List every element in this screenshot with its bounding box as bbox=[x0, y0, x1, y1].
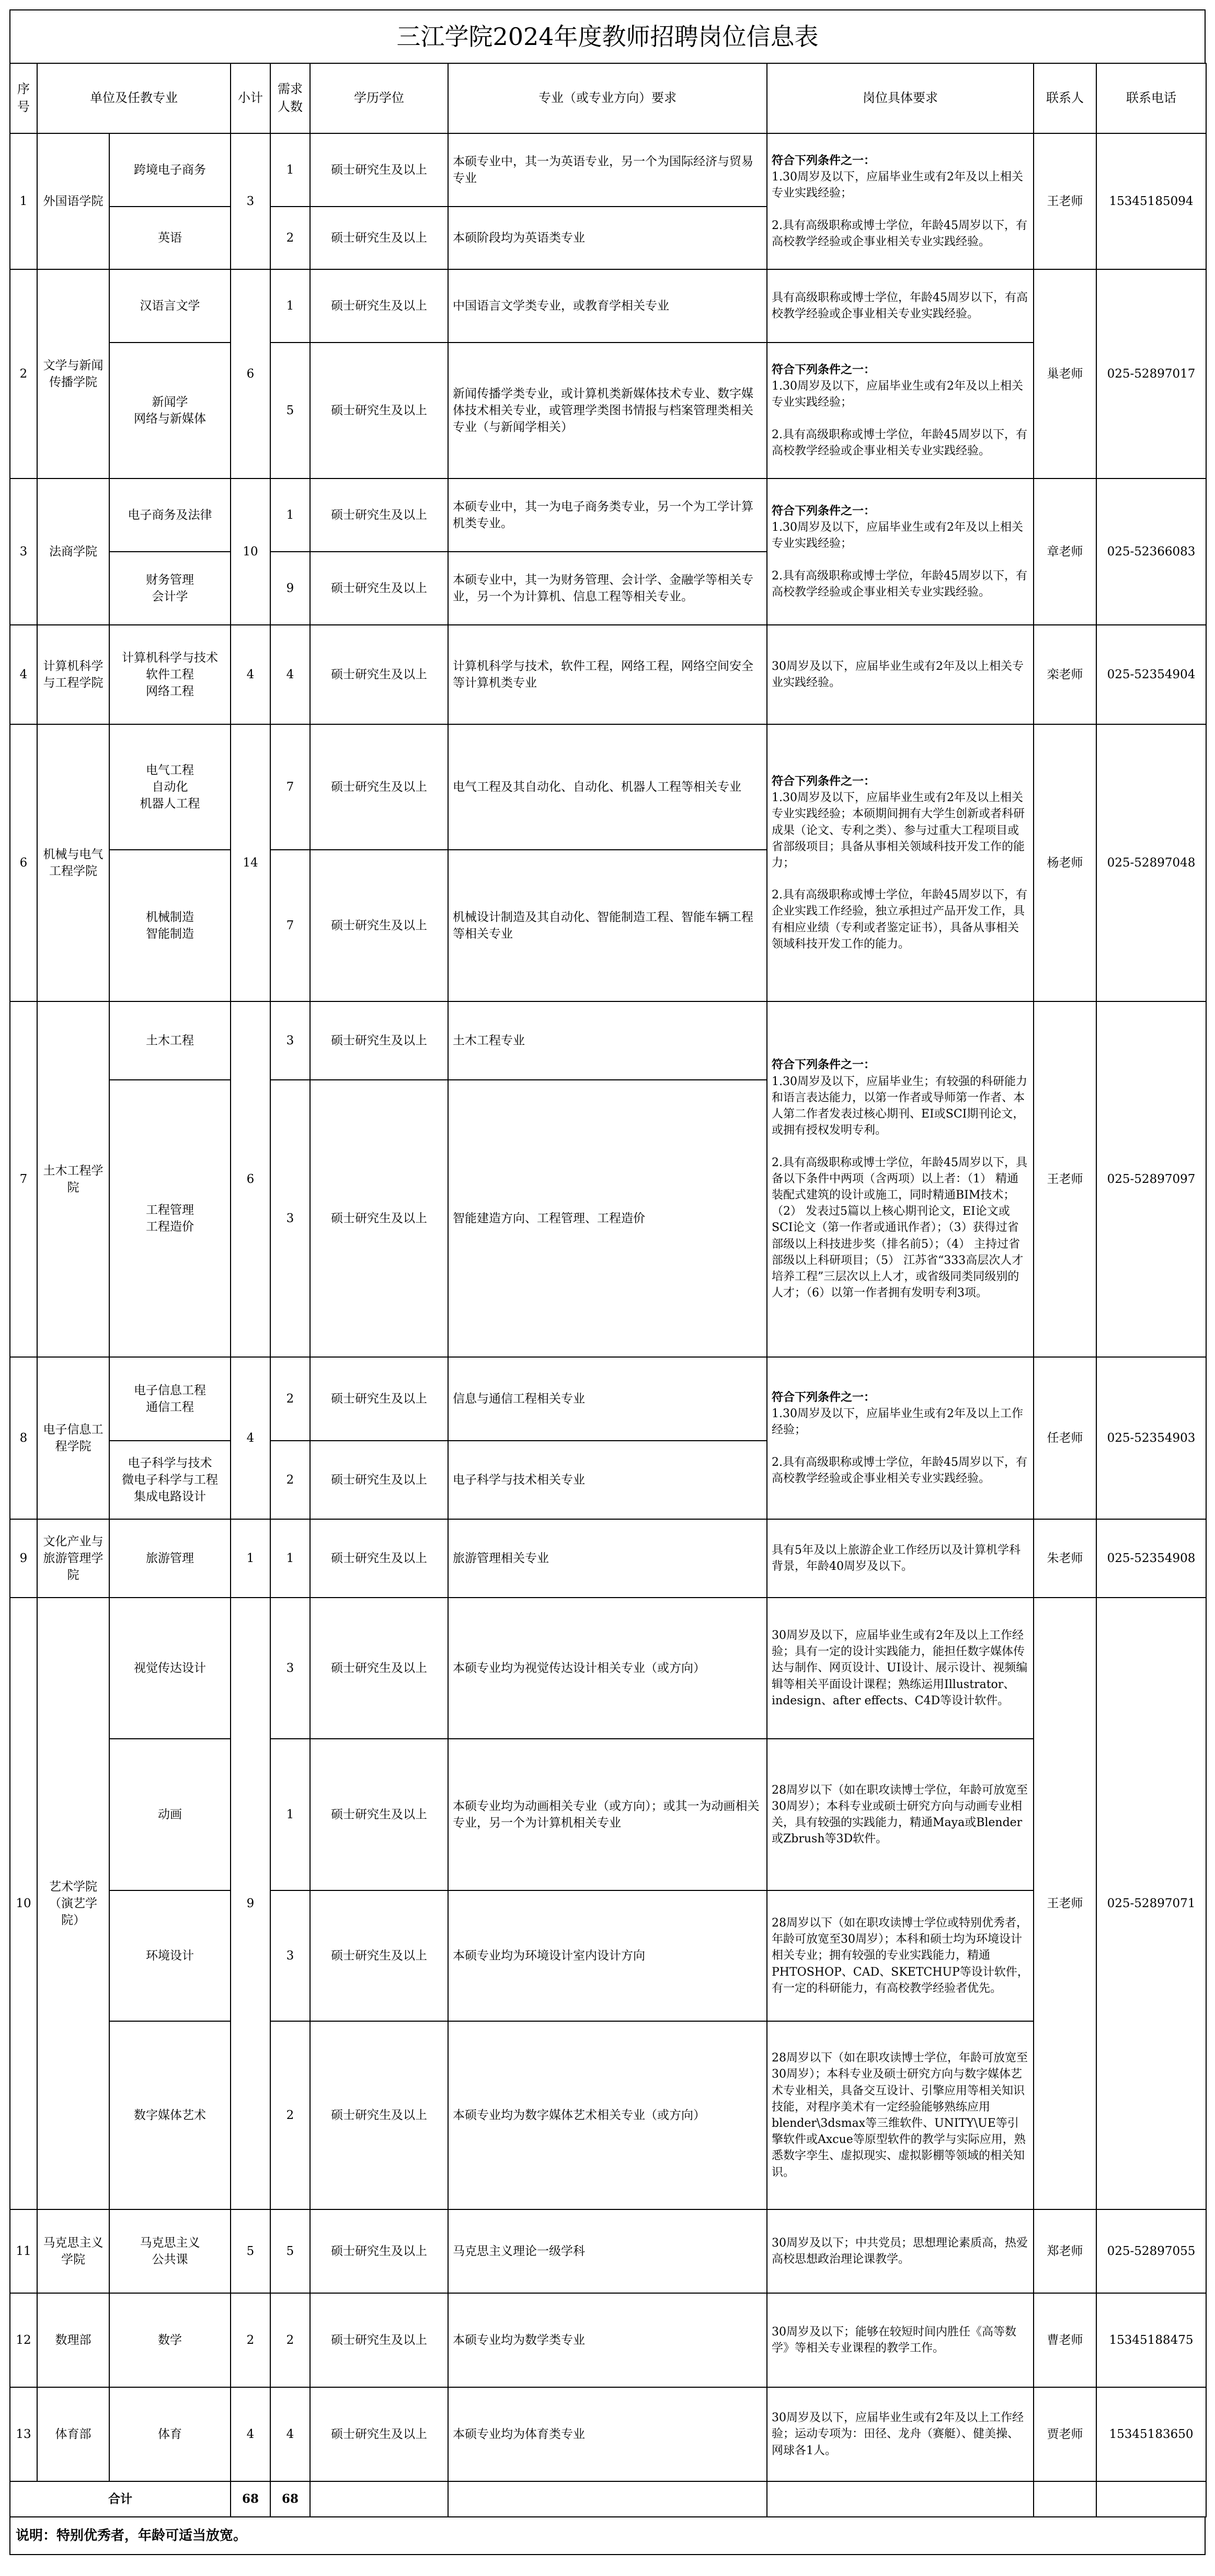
cell-seq: 2 bbox=[10, 269, 37, 478]
table-row bbox=[10, 1519, 1206, 1598]
cell-specialty: 工程管理 工程造价 bbox=[109, 1080, 231, 1357]
cell-specialty: 数学 bbox=[109, 2293, 231, 2387]
cell-major: 电子科学与技术相关专业 bbox=[448, 1441, 767, 1519]
cell-specialty: 财务管理 会计学 bbox=[109, 552, 231, 625]
empty-cell bbox=[310, 2481, 448, 2517]
cell-degree: 硕士研究生及以上 bbox=[310, 343, 448, 478]
cell-major: 新闻传播学类专业，或计算机类新媒体技术专业、数字媒体技术相关专业，或管理学类图书情报与档案管理类相关专业（与新闻学相关） bbox=[448, 343, 767, 478]
cell-major: 机械设计制造及其自动化、智能制造工程、智能车辆工程等相关专业 bbox=[448, 850, 767, 1001]
cell-degree: 硕士研究生及以上 bbox=[310, 207, 448, 269]
cell-demand: 2 bbox=[270, 207, 310, 269]
cell-demand: 3 bbox=[270, 1080, 310, 1357]
cell-specialty: 计算机科学与技术 软件工程 网络工程 bbox=[109, 625, 231, 724]
cell-degree: 硕士研究生及以上 bbox=[310, 269, 448, 343]
cell-post-requirements bbox=[767, 1357, 1034, 1519]
cell-major: 本硕专业均为数字媒体艺术相关专业（或方向） bbox=[448, 2021, 767, 2209]
cell-seq: 13 bbox=[10, 2387, 37, 2481]
cell-contact: 巢老师 bbox=[1034, 269, 1096, 478]
cell-major: 本硕专业均为视觉传达设计相关专业（或方向） bbox=[448, 1598, 767, 1739]
cell-phone: 025-52897017 bbox=[1096, 269, 1206, 478]
table-row bbox=[10, 1001, 1206, 1080]
cell-major: 本硕阶段均为英语类专业 bbox=[448, 207, 767, 269]
table-row bbox=[10, 133, 1206, 207]
cell-subtotal: 4 bbox=[231, 1357, 270, 1519]
table-row bbox=[10, 625, 1206, 724]
cell-post-requirements: 30周岁及以下，应届毕业生或有2年及以上相关专业实践经验。 bbox=[767, 625, 1034, 724]
cell-specialty: 视觉传达设计 bbox=[109, 1598, 231, 1739]
cell-post-requirements: 28周岁以下（如在职攻读博士学位或特别优秀者，年龄可放宽至30周岁）；本科和硕士均为环境设计相关专业；拥有较强的专业实践能力，精通PHTOSHOP、CAD、SKETCHUP等设计软件，有一定的科研能力，有高校教学经验者优先。 bbox=[767, 1890, 1034, 2021]
req-item: 2.具有高级职称或博士学位，年龄45周岁以下，有高校教学经验或企事业相关专业实践经验。 bbox=[772, 428, 1027, 458]
cell-demand: 2 bbox=[270, 2021, 310, 2209]
cell-major: 土木工程专业 bbox=[448, 1001, 767, 1080]
req-item: 2.具有高级职称或博士学位，年龄45周岁以下，有高校教学经验或企事业相关专业实践经验。 bbox=[772, 1455, 1027, 1485]
cell-major: 信息与通信工程相关专业 bbox=[448, 1357, 767, 1441]
header-demand: 需求人数 bbox=[270, 63, 310, 133]
header-major: 专业（或专业方向）要求 bbox=[448, 63, 767, 133]
cell-demand: 2 bbox=[270, 1441, 310, 1519]
cell-contact: 栾老师 bbox=[1034, 625, 1096, 724]
cell-contact: 王老师 bbox=[1034, 133, 1096, 269]
recruitment-table bbox=[9, 63, 1207, 2517]
total-row bbox=[10, 2481, 1206, 2517]
cell-major: 本硕专业均为数学类专业 bbox=[448, 2293, 767, 2387]
cell-specialty: 动画 bbox=[109, 1739, 231, 1890]
cell-degree: 硕士研究生及以上 bbox=[310, 552, 448, 625]
req-item: 2.具有高级职称或博士学位，年龄45周岁以下，有高校教学经验或企事业相关专业实践经验。 bbox=[772, 219, 1027, 248]
table-row bbox=[10, 2021, 1206, 2209]
cell-demand: 9 bbox=[270, 552, 310, 625]
cell-specialty: 机械制造 智能制造 bbox=[109, 850, 231, 1001]
empty-cell bbox=[767, 2481, 1034, 2517]
cell-subtotal: 10 bbox=[231, 478, 270, 625]
cell-degree: 硕士研究生及以上 bbox=[310, 2293, 448, 2387]
cell-specialty: 体育 bbox=[109, 2387, 231, 2481]
cell-seq: 6 bbox=[10, 724, 37, 1001]
cell-contact: 曹老师 bbox=[1034, 2293, 1096, 2387]
header-degree: 学历学位 bbox=[310, 63, 448, 133]
cell-unit: 马克思主义学院 bbox=[37, 2209, 109, 2293]
req-item: 1.30周岁及以下，应届毕业生或有2年及以上相关专业实践经验； bbox=[772, 170, 1023, 200]
cell-contact: 王老师 bbox=[1034, 1598, 1096, 2209]
cell-phone: 15345185094 bbox=[1096, 133, 1206, 269]
req-title: 符合下列条件之一： bbox=[772, 774, 876, 788]
table-row bbox=[10, 343, 1206, 478]
table-row bbox=[10, 2293, 1206, 2387]
cell-degree: 硕士研究生及以上 bbox=[310, 1441, 448, 1519]
req-item: 1.30周岁及以下，应届毕业生或有2年及以上相关专业实践经验；本硕期间拥有大学生创新或者科研成果（论文、专利之类）、参与过重大工程项目或省部级项目；具备从事相关领域科技开发工作的能力； bbox=[772, 791, 1025, 870]
cell-specialty: 旅游管理 bbox=[109, 1519, 231, 1598]
cell-contact: 朱老师 bbox=[1034, 1519, 1096, 1598]
cell-contact: 任老师 bbox=[1034, 1357, 1096, 1519]
cell-unit: 电子信息工程学院 bbox=[37, 1357, 109, 1519]
cell-demand: 4 bbox=[270, 2387, 310, 2481]
cell-unit: 外国语学院 bbox=[37, 133, 109, 269]
header-subtotal: 小计 bbox=[231, 63, 270, 133]
cell-unit: 数理部 bbox=[37, 2293, 109, 2387]
cell-subtotal: 1 bbox=[231, 1519, 270, 1598]
req-item: 1.30周岁及以下，应届毕业生或有2年及以上相关专业实践经验； bbox=[772, 380, 1023, 409]
req-item: 2.具有高级职称或博士学位，年龄45周岁以下，具备以下条件中两项（含两项）以上者：（1） 精通装配式建筑的设计或施工，同时精通BIM技术；（2） 发表过5篇以上核心期刊论文，EI论文或SCI论文（第一作者或通讯作者）；（3）获得过省部级以上科技进步奖（排名前5）；（4） 主持过省部级以上科研项目；（5） 江苏省“333高层次人才培养工程”三层次以上人才，或省级同类同级别的人才；（6）以第一作者拥有发明专利3项。 bbox=[772, 1156, 1027, 1300]
cell-demand: 1 bbox=[270, 1519, 310, 1598]
cell-demand: 3 bbox=[270, 1890, 310, 2021]
cell-degree: 硕士研究生及以上 bbox=[310, 478, 448, 552]
cell-specialty: 电子信息工程 通信工程 bbox=[109, 1357, 231, 1441]
cell-post-requirements: 具有高级职称或博士学位，年龄45周岁以下，有高校教学经验或企事业相关专业实践经验。 bbox=[767, 269, 1034, 343]
cell-seq: 1 bbox=[10, 133, 37, 269]
cell-seq: 4 bbox=[10, 625, 37, 724]
cell-seq: 3 bbox=[10, 478, 37, 625]
req-title: 符合下列条件之一： bbox=[772, 1058, 876, 1072]
cell-major: 计算机科学与技术，软件工程，网络工程，网络空间安全等计算机类专业 bbox=[448, 625, 767, 724]
cell-subtotal: 9 bbox=[231, 1598, 270, 2209]
cell-specialty: 跨境电子商务 bbox=[109, 133, 231, 207]
cell-major: 本硕专业中，其一为财务管理、会计学、金融学等相关专业，另一个为计算机、信息工程等相关专业。 bbox=[448, 552, 767, 625]
cell-degree: 硕士研究生及以上 bbox=[310, 1890, 448, 2021]
header-row bbox=[10, 63, 1206, 133]
page-title: 三江学院2024年度教师招聘岗位信息表 bbox=[9, 9, 1206, 63]
cell-degree: 硕士研究生及以上 bbox=[310, 1357, 448, 1441]
cell-demand: 1 bbox=[270, 1739, 310, 1890]
cell-unit: 艺术学院（演艺学院） bbox=[37, 1598, 109, 2209]
cell-subtotal: 4 bbox=[231, 2387, 270, 2481]
table-row bbox=[10, 478, 1206, 552]
total-subtotal: 68 bbox=[231, 2481, 270, 2517]
req-item: 1.30周岁及以下，应届毕业生；有较强的科研能力和语言表达能力，以第一作者或导师第一作者、本人第二作者发表过核心期刊、EI或SCI期刊论文，或拥有授权发明专利。 bbox=[772, 1075, 1027, 1137]
cell-post-requirements: 28周岁以下（如在职攻读博士学位，年龄可放宽至30周岁）；本科专业或硕士研究方向与动画专业相关，具有较强的实践能力，精通Maya或Blender或Zbrush等3D软件。 bbox=[767, 1739, 1034, 1890]
cell-major: 智能建造方向、工程管理、工程造价 bbox=[448, 1080, 767, 1357]
cell-subtotal: 2 bbox=[231, 2293, 270, 2387]
cell-specialty: 电气工程 自动化 机器人工程 bbox=[109, 724, 231, 850]
header-seq: 序号 bbox=[10, 63, 37, 133]
empty-cell bbox=[1096, 2481, 1206, 2517]
footnote: 说明：特别优秀者，年龄可适当放宽。 bbox=[9, 2517, 1206, 2555]
header-post: 岗位具体要求 bbox=[767, 63, 1034, 133]
cell-degree: 硕士研究生及以上 bbox=[310, 2209, 448, 2293]
table-row bbox=[10, 1357, 1206, 1441]
cell-specialty: 土木工程 bbox=[109, 1001, 231, 1080]
cell-specialty: 汉语言文学 bbox=[109, 269, 231, 343]
cell-major: 马克思主义理论一级学科 bbox=[448, 2209, 767, 2293]
cell-demand: 2 bbox=[270, 1357, 310, 1441]
cell-major: 本硕专业均为环境设计室内设计方向 bbox=[448, 1890, 767, 2021]
cell-post-requirements: 30周岁及以下；中共党员；思想理论素质高，热爱高校思想政治理论课教学。 bbox=[767, 2209, 1034, 2293]
cell-demand: 3 bbox=[270, 1001, 310, 1080]
cell-phone: 025-52897055 bbox=[1096, 2209, 1206, 2293]
cell-phone: 025-52354903 bbox=[1096, 1357, 1206, 1519]
cell-degree: 硕士研究生及以上 bbox=[310, 1080, 448, 1357]
table-row bbox=[10, 724, 1206, 850]
cell-contact: 杨老师 bbox=[1034, 724, 1096, 1001]
cell-major: 旅游管理相关专业 bbox=[448, 1519, 767, 1598]
table-row bbox=[10, 1739, 1206, 1890]
cell-degree: 硕士研究生及以上 bbox=[310, 2387, 448, 2481]
total-label: 合计 bbox=[10, 2481, 231, 2517]
cell-subtotal: 6 bbox=[231, 1001, 270, 1357]
cell-major: 中国语言文学类专业，或教育学相关专业 bbox=[448, 269, 767, 343]
cell-major: 电气工程及其自动化、自动化、机器人工程等相关专业 bbox=[448, 724, 767, 850]
cell-phone: 025-52897048 bbox=[1096, 724, 1206, 1001]
cell-specialty: 环境设计 bbox=[109, 1890, 231, 2021]
cell-degree: 硕士研究生及以上 bbox=[310, 1001, 448, 1080]
cell-contact: 王老师 bbox=[1034, 1001, 1096, 1357]
cell-phone: 025-52354908 bbox=[1096, 1519, 1206, 1598]
cell-post-requirements: 具有5年及以上旅游企业工作经历以及计算机学科背景，年龄40周岁及以下。 bbox=[767, 1519, 1034, 1598]
req-item: 1.30周岁及以下，应届毕业生或有2年及以上工作经验； bbox=[772, 1407, 1023, 1437]
cell-post-requirements bbox=[767, 343, 1034, 478]
cell-subtotal: 4 bbox=[231, 625, 270, 724]
cell-unit: 文学与新闻传播学院 bbox=[37, 269, 109, 478]
header-unit: 单位及任教专业 bbox=[37, 63, 231, 133]
cell-subtotal: 5 bbox=[231, 2209, 270, 2293]
req-item: 2.具有高级职称或博士学位，年龄45周岁以下，有企业实践工作经验，独立承担过产品开发工作，具有相应业绩（专利或者鉴定证书），具备从事相关领域科技开发工作的能力。 bbox=[772, 888, 1027, 951]
table-row bbox=[10, 2387, 1206, 2481]
cell-phone: 025-52366083 bbox=[1096, 478, 1206, 625]
cell-demand: 3 bbox=[270, 1598, 310, 1739]
total-demand: 68 bbox=[270, 2481, 310, 2517]
cell-seq: 11 bbox=[10, 2209, 37, 2293]
cell-post-requirements: 28周岁以下（如在职攻读博士学位，年龄可放宽至30周岁）；本科专业及硕士研究方向与数字媒体艺术专业相关，具备交互设计、引擎应用等相关知识技能，对程序美术有一定经验能够熟练应用blender\3dsmax等三维软件、UNITY\UE等引擎软件或Axcue等原型软件的教学与实际应用，熟悉数字孪生、虚拟现实、虚拟影棚等领域的相关知识。 bbox=[767, 2021, 1034, 2209]
req-item: 1.30周岁及以下，应届毕业生或有2年及以上相关专业实践经验； bbox=[772, 521, 1023, 551]
header-contact: 联系人 bbox=[1034, 63, 1096, 133]
table-row bbox=[10, 1890, 1206, 2021]
cell-contact: 贾老师 bbox=[1034, 2387, 1096, 2481]
cell-degree: 硕士研究生及以上 bbox=[310, 1739, 448, 1890]
header-phone: 联系电话 bbox=[1096, 63, 1206, 133]
empty-cell bbox=[1034, 2481, 1096, 2517]
cell-post-requirements bbox=[767, 1001, 1034, 1357]
cell-seq: 9 bbox=[10, 1519, 37, 1598]
cell-specialty: 英语 bbox=[109, 207, 231, 269]
cell-specialty: 电子商务及法律 bbox=[109, 478, 231, 552]
cell-unit: 机械与电气工程学院 bbox=[37, 724, 109, 1001]
cell-phone: 15345188475 bbox=[1096, 2293, 1206, 2387]
cell-degree: 硕士研究生及以上 bbox=[310, 2021, 448, 2209]
cell-demand: 1 bbox=[270, 269, 310, 343]
cell-contact: 章老师 bbox=[1034, 478, 1096, 625]
cell-major: 本硕专业中，其一为英语专业，另一个为国际经济与贸易专业 bbox=[448, 133, 767, 207]
cell-post-requirements: 30周岁及以下，应届毕业生或有2年及以上工作经验；具有一定的设计实践能力，能担任数字媒体传达与制作、网页设计、UI设计、展示设计、视频编辑等相关平面设计课程；熟练运用Illustrator、indesign、after effects、C4D等设计软件。 bbox=[767, 1598, 1034, 1739]
cell-seq: 12 bbox=[10, 2293, 37, 2387]
cell-degree: 硕士研究生及以上 bbox=[310, 850, 448, 1001]
cell-contact: 郑老师 bbox=[1034, 2209, 1096, 2293]
cell-specialty: 新闻学 网络与新媒体 bbox=[109, 343, 231, 478]
cell-demand: 5 bbox=[270, 2209, 310, 2293]
cell-post-requirements: 30周岁及以下，应届毕业生或有2年及以上工作经验；运动专项为：田径、龙舟（赛艇）、健美操、网球各1人。 bbox=[767, 2387, 1034, 2481]
cell-post-requirements: 30周岁及以下；能够在较短时间内胜任《高等数学》等相关专业课程的教学工作。 bbox=[767, 2293, 1034, 2387]
cell-seq: 10 bbox=[10, 1598, 37, 2209]
cell-subtotal: 14 bbox=[231, 724, 270, 1001]
cell-unit: 体育部 bbox=[37, 2387, 109, 2481]
cell-unit: 法商学院 bbox=[37, 478, 109, 625]
cell-post-requirements bbox=[767, 133, 1034, 269]
req-title: 符合下列条件之一： bbox=[772, 504, 876, 518]
cell-post-requirements bbox=[767, 478, 1034, 625]
cell-degree: 硕士研究生及以上 bbox=[310, 1519, 448, 1598]
cell-seq: 8 bbox=[10, 1357, 37, 1519]
cell-major: 本硕专业均为动画相关专业（或方向）；或其一为动画相关专业，另一个为计算机相关专业 bbox=[448, 1739, 767, 1890]
cell-post-requirements bbox=[767, 724, 1034, 1001]
req-title: 符合下列条件之一： bbox=[772, 153, 876, 167]
cell-phone: 025-52897097 bbox=[1096, 1001, 1206, 1357]
cell-major: 本硕专业均为体育类专业 bbox=[448, 2387, 767, 2481]
cell-specialty: 数字媒体艺术 bbox=[109, 2021, 231, 2209]
cell-specialty: 马克思主义 公共课 bbox=[109, 2209, 231, 2293]
table-row bbox=[10, 2209, 1206, 2293]
cell-phone: 025-52897071 bbox=[1096, 1598, 1206, 2209]
cell-unit: 文化产业与旅游管理学院 bbox=[37, 1519, 109, 1598]
cell-degree: 硕士研究生及以上 bbox=[310, 625, 448, 724]
cell-demand: 5 bbox=[270, 343, 310, 478]
cell-phone: 025-52354904 bbox=[1096, 625, 1206, 724]
table-row bbox=[10, 269, 1206, 343]
cell-phone: 15345183650 bbox=[1096, 2387, 1206, 2481]
recruitment-sheet bbox=[9, 9, 1206, 2555]
cell-major: 本硕专业中，其一为电子商务类专业，另一个为工学计算机类专业。 bbox=[448, 478, 767, 552]
cell-degree: 硕士研究生及以上 bbox=[310, 724, 448, 850]
cell-demand: 2 bbox=[270, 2293, 310, 2387]
cell-subtotal: 6 bbox=[231, 269, 270, 478]
req-title: 符合下列条件之一： bbox=[772, 1390, 876, 1404]
empty-cell bbox=[448, 2481, 767, 2517]
cell-demand: 7 bbox=[270, 724, 310, 850]
cell-unit: 计算机科学与工程学院 bbox=[37, 625, 109, 724]
cell-demand: 1 bbox=[270, 478, 310, 552]
cell-degree: 硕士研究生及以上 bbox=[310, 133, 448, 207]
cell-unit: 土木工程学院 bbox=[37, 1001, 109, 1357]
cell-subtotal: 3 bbox=[231, 133, 270, 269]
cell-specialty: 电子科学与技术 微电子科学与工程 集成电路设计 bbox=[109, 1441, 231, 1519]
req-item: 2.具有高级职称或博士学位，年龄45周岁以下，有高校教学经验或企事业相关专业实践经验。 bbox=[772, 569, 1027, 599]
cell-demand: 4 bbox=[270, 625, 310, 724]
table-row bbox=[10, 1598, 1206, 1739]
cell-degree: 硕士研究生及以上 bbox=[310, 1598, 448, 1739]
cell-demand: 7 bbox=[270, 850, 310, 1001]
cell-seq: 7 bbox=[10, 1001, 37, 1357]
cell-demand: 1 bbox=[270, 133, 310, 207]
req-title: 符合下列条件之一： bbox=[772, 362, 876, 377]
